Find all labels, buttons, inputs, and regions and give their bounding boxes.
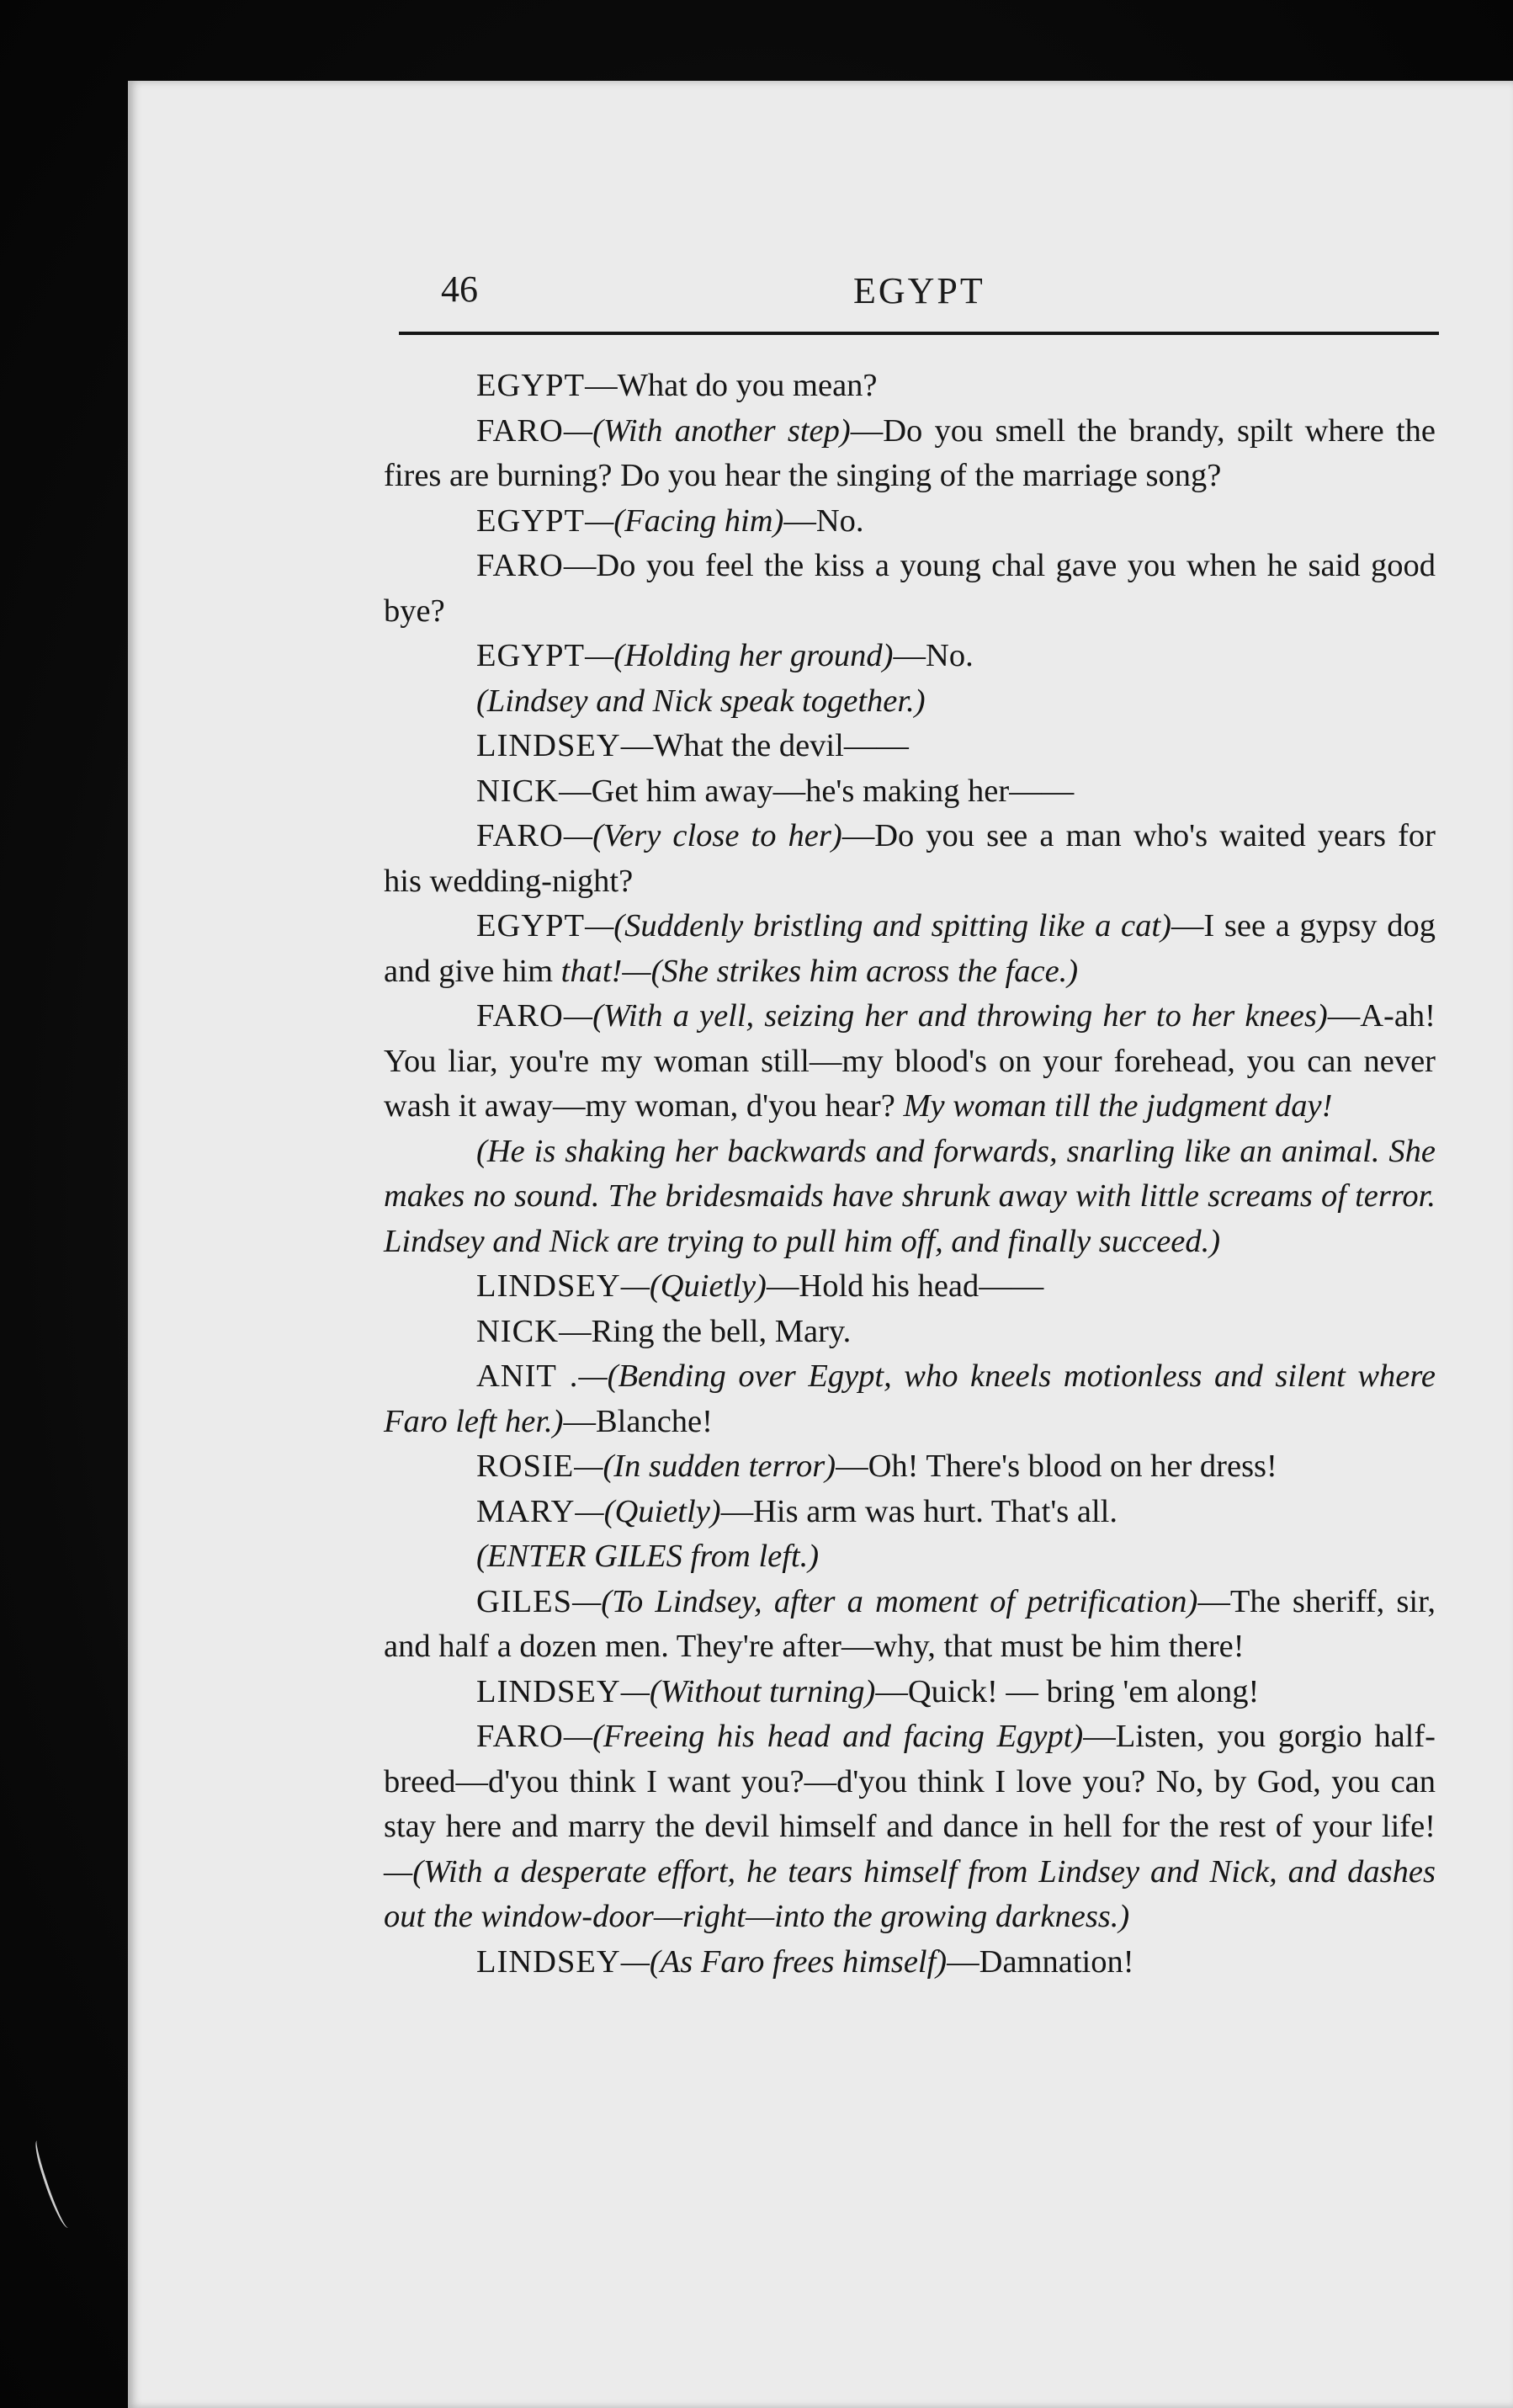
dialogue-text: —His arm was hurt. That's all. xyxy=(720,1493,1117,1529)
speaker-name: FARO xyxy=(476,548,564,583)
header-rule xyxy=(399,332,1439,335)
dialogue-text: —Do you feel the kiss a young chal gave you when he said good bye? xyxy=(384,548,1436,629)
dialogue-line xyxy=(384,724,1436,769)
dialogue-line xyxy=(384,499,1436,545)
speaker-name: EGYPT xyxy=(476,368,586,403)
speaker-name: LINDSEY xyxy=(476,1268,621,1304)
stage-direction: —(As Faro frees himself) xyxy=(620,1943,948,1980)
stage-direction: —(Facing him) xyxy=(585,502,784,539)
speaker-name: FARO xyxy=(476,818,564,853)
speaker-name: LINDSEY xyxy=(476,1673,621,1709)
dialogue-line xyxy=(384,409,1436,499)
stage-direction: —(Bending over Egypt, who kneels motionless and silent where Faro left her.) xyxy=(384,1358,1436,1439)
speaker-name: EGYPT xyxy=(476,502,586,539)
dialogue-text: —Do you see a man who's waited years for his wedding-night? xyxy=(384,818,1436,899)
dialogue-text: —Get him away—he's making her—— xyxy=(559,773,1075,809)
dialogue-line xyxy=(384,1670,1436,1715)
stage-direction: —(In sudden terror) xyxy=(574,1449,836,1484)
dialogue-line xyxy=(384,634,1436,679)
speaker-name: LINDSEY xyxy=(476,728,621,763)
dialogue-line xyxy=(384,1714,1436,1940)
dialogue-text: —Do you smell the brandy, spilt where the fires are burning? Do you hear the singing of the marriage song? xyxy=(384,412,1436,493)
stage-direction: —(To Lindsey, after a moment of petrification) xyxy=(572,1583,1198,1619)
stage-direction: —(Very close to her) xyxy=(563,818,842,853)
speaker-name: FARO xyxy=(476,1719,564,1754)
dialogue-text: —No. xyxy=(783,502,864,539)
dialogue-text: —Damnation! xyxy=(947,1943,1134,1980)
stage-direction: —(Quietly) xyxy=(620,1268,767,1304)
dialogue-text: —A-ah! You liar, you're my woman still—my blood's on your forehead, you can never wash it away—my woman, d'you hear? xyxy=(384,998,1436,1124)
speaker-name: ANIT . xyxy=(476,1358,579,1394)
dialogue-text: —Listen, you gorgio half-breed—d'you think I want you?—d'you think I love you? No, by God, you can stay here and marry the devil himself and dance in hell for the rest of your life! xyxy=(384,1719,1436,1844)
dialogue-line xyxy=(384,1264,1436,1310)
speaker-name: LINDSEY xyxy=(476,1943,621,1980)
dialogue-line xyxy=(384,769,1436,815)
speaker-name: NICK xyxy=(476,773,560,809)
stage-direction: —(Freeing his head and facing Egypt) xyxy=(563,1719,1084,1754)
dialogue-line xyxy=(384,814,1436,904)
speaker-name: GILES xyxy=(476,1583,573,1619)
speaker-name: ROSIE xyxy=(476,1449,575,1484)
dialogue-line xyxy=(384,1490,1436,1535)
stage-direction: —(Without turning) xyxy=(620,1673,876,1709)
dialogue-text: —Blanche! xyxy=(563,1403,713,1439)
speaker-name: EGYPT xyxy=(476,908,586,944)
stage-direction-paragraph: (Lindsey and Nick speak together.) xyxy=(476,683,926,719)
play-text xyxy=(384,364,1436,1985)
stage-direction: —(With a yell, seizing her and throwing her to her knees) xyxy=(563,998,1328,1034)
speaker-name: MARY xyxy=(476,1493,576,1529)
dialogue-line xyxy=(384,1354,1436,1444)
stage-direction-paragraph: (He is shaking her backwards and forwards, snarling like an animal. She makes no sound. The bridesmaids have shrunk away with little screams of terror. Lindsey and Nick are trying to pull him off, and finally succeed.) xyxy=(384,1133,1436,1259)
dialogue-text: —I see a gypsy dog and give him xyxy=(384,908,1436,989)
dialogue-text: —Ring the bell, Mary. xyxy=(559,1313,852,1349)
dialogue-line xyxy=(384,1580,1436,1670)
speaker-name: NICK xyxy=(476,1313,560,1349)
speaker-name: FARO xyxy=(476,412,564,449)
dialogue-text: —Hold his head—— xyxy=(766,1268,1044,1304)
dialogue-text: —The sheriff, sir, and half a dozen men. They're after—why, that must be him there! xyxy=(384,1583,1436,1664)
page-number: 46 xyxy=(441,268,478,310)
speaker-name: FARO xyxy=(476,998,564,1034)
dialogue-line xyxy=(384,904,1436,994)
dialogue-text: —No. xyxy=(893,638,974,673)
dialogue-line xyxy=(384,994,1436,1130)
dialogue-text: —Oh! There's blood on her dress! xyxy=(836,1449,1277,1484)
stage-direction: that!—(She strikes him across the face.) xyxy=(560,953,1079,989)
dialogue-line xyxy=(384,1310,1436,1355)
stage-direction: My woman till the judgment day! xyxy=(903,1088,1333,1124)
stage-direction-paragraph: (ENTER GILES from left.) xyxy=(476,1539,820,1574)
dialogue-text: —What do you mean? xyxy=(585,368,878,403)
dialogue-line xyxy=(384,1940,1436,1985)
dialogue-text: —Quick! — bring 'em along! xyxy=(875,1673,1260,1709)
running-title: EGYPT xyxy=(853,270,985,311)
dialogue-text: —What the devil—— xyxy=(620,728,909,763)
dialogue-line xyxy=(384,1444,1436,1490)
stage-direction: —(Holding her ground) xyxy=(585,638,894,673)
stage-direction: —(With a desperate effort, he tears himself from Lindsey and Nick, and dashes out the window-door—right—into the growing darkness.) xyxy=(384,1853,1436,1934)
dialogue-line xyxy=(384,364,1436,409)
running-head xyxy=(399,266,1439,316)
stage-direction: —(Suddenly bristling and spitting like a cat) xyxy=(585,908,1171,944)
stage-direction: —(With another step) xyxy=(563,412,851,449)
stage-direction: —(Quietly) xyxy=(575,1493,721,1529)
speaker-name: EGYPT xyxy=(476,638,586,673)
dialogue-line xyxy=(384,544,1436,634)
